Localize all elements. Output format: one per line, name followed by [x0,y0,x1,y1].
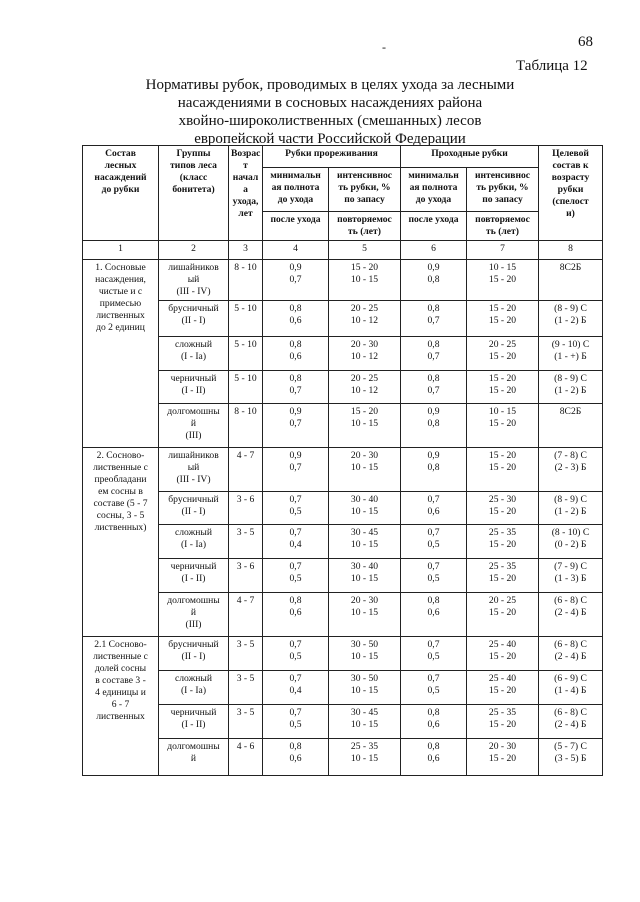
page-number: 68 [578,34,593,50]
min-density-passing-cell: 0,9 0,8 [401,404,467,448]
intensity-thinning-cell: 30 - 45 10 - 15 [329,525,401,559]
start-age-cell: 8 - 10 [229,260,263,301]
min-density-thinning-cell: 0,7 0,5 [263,492,329,525]
forest-type-cell: долгомошны й (III) [159,593,229,637]
table-row [83,593,603,637]
header-min-density-passing: минимальн ая полнота до ухода [401,168,467,212]
start-age-cell: 4 - 7 [229,448,263,492]
min-density-thinning-cell: 0,8 0,6 [263,593,329,637]
intensity-thinning-cell: 30 - 40 10 - 15 [329,559,401,593]
intensity-thinning-cell: 25 - 35 10 - 15 [329,739,401,776]
intensity-thinning-cell: 20 - 30 10 - 15 [329,593,401,637]
forest-type-cell: сложный (I - Ia) [159,337,229,371]
target-composition-cell: (8 - 9) С (1 - 2) Б [539,301,603,337]
header-passing-cuts: Проходные рубки [401,146,539,168]
min-density-thinning-cell: 0,9 0,7 [263,260,329,301]
intensity-thinning-cell: 15 - 20 10 - 15 [329,404,401,448]
forest-type-cell: сложный (I - Ia) [159,525,229,559]
min-density-passing-cell: 0,7 0,5 [401,525,467,559]
min-density-passing-cell: 0,8 0,6 [401,593,467,637]
title-line: хвойно-широколиственных (смешанных) лесов [178,113,482,129]
table-row [83,671,603,705]
table-label: Таблица 12 [516,58,588,74]
intensity-passing-cell: 10 - 15 15 - 20 [467,260,539,301]
target-composition-cell: (7 - 8) С (2 - 3) Б [539,448,603,492]
intensity-passing-cell: 25 - 40 15 - 20 [467,671,539,705]
intensity-thinning-cell: 30 - 50 10 - 15 [329,637,401,671]
start-age-cell: 5 - 10 [229,371,263,404]
column-number: 3 [229,241,263,260]
header-repeat-passing: повторяемос ть (лет) [467,212,539,241]
header-target-composition: Целевой состав к возрасту рубки (спелост и) [539,146,603,241]
min-density-thinning-cell: 0,8 0,6 [263,739,329,776]
column-number: 8 [539,241,603,260]
table-row [83,705,603,739]
header-intensity-passing: интенсивнос ть рубки, % по запасу [467,168,539,212]
intensity-thinning-cell: 20 - 30 10 - 12 [329,337,401,371]
title-line: европейской части Российской Федерации [194,131,466,147]
forest-type-cell: брусничный (II - I) [159,492,229,525]
min-density-thinning-cell: 0,7 0,5 [263,637,329,671]
forest-type-cell: черничный (I - II) [159,371,229,404]
intensity-passing-cell: 10 - 15 15 - 20 [467,404,539,448]
forest-type-cell: сложный (I - Ia) [159,671,229,705]
intensity-passing-cell: 25 - 35 15 - 20 [467,705,539,739]
intensity-thinning-cell: 15 - 20 10 - 15 [329,260,401,301]
intensity-passing-cell: 25 - 30 15 - 20 [467,492,539,525]
min-density-thinning-cell: 0,9 0,7 [263,448,329,492]
table-body [83,260,603,776]
min-density-thinning-cell: 0,7 0,5 [263,559,329,593]
intensity-thinning-cell: 30 - 45 10 - 15 [329,705,401,739]
start-age-cell: 4 - 6 [229,739,263,776]
intensity-passing-cell: 25 - 35 15 - 20 [467,559,539,593]
forest-type-cell: лишайников ый (III - IV) [159,260,229,301]
min-density-passing-cell: 0,9 0,8 [401,448,467,492]
min-density-thinning-cell: 0,8 0,6 [263,301,329,337]
intensity-passing-cell: 15 - 20 15 - 20 [467,301,539,337]
header-after-passing: после ухода [401,212,467,241]
table-row [83,637,603,671]
target-composition-cell: (8 - 9) С (1 - 2) Б [539,492,603,525]
table-row [83,525,603,559]
target-composition-cell: 8С2Б [539,404,603,448]
start-age-cell: 4 - 7 [229,593,263,637]
header-forest-type: Группы типов леса (класс бонитета) [159,146,229,241]
table-row [83,404,603,448]
min-density-passing-cell: 0,8 0,7 [401,337,467,371]
intensity-passing-cell: 20 - 25 15 - 20 [467,337,539,371]
start-age-cell: 3 - 6 [229,492,263,525]
intensity-passing-cell: 25 - 40 15 - 20 [467,637,539,671]
target-composition-cell: (6 - 8) С (2 - 4) Б [539,637,603,671]
header-dash: - [382,40,386,54]
group-label: 2. Сосново- лиственные с преобладани ем сосны в составе (5 - 7 сосны, 3 - 5 лиственных) [83,448,159,637]
table-row [83,337,603,371]
min-density-passing-cell: 0,7 0,6 [401,492,467,525]
intensity-thinning-cell: 30 - 50 10 - 15 [329,671,401,705]
target-composition-cell: (7 - 9) С (1 - 3) Б [539,559,603,593]
min-density-passing-cell: 0,8 0,7 [401,301,467,337]
start-age-cell: 3 - 5 [229,637,263,671]
title-line: Нормативы рубок, проводимых в целях ухода за лесными [145,77,515,93]
forest-type-cell: долгомошны й [159,739,229,776]
forest-type-cell: черничный (I - II) [159,705,229,739]
header-intensity-thinning: интенсивнос ть рубки, % по запасу [329,168,401,212]
table-row [83,371,603,404]
target-composition-cell: (6 - 9) С (1 - 4) Б [539,671,603,705]
column-number: 2 [159,241,229,260]
intensity-thinning-cell: 30 - 40 10 - 15 [329,492,401,525]
min-density-passing-cell: 0,7 0,5 [401,637,467,671]
table-row [83,559,603,593]
group-label: 2.1 Сосново- лиственные с долей сосны в составе 3 - 4 единицы и 6 - 7 лиственных [83,637,159,776]
forest-type-cell: брусничный (II - I) [159,637,229,671]
target-composition-cell: (6 - 8) С (2 - 4) Б [539,593,603,637]
min-density-passing-cell: 0,7 0,5 [401,559,467,593]
min-density-thinning-cell: 0,8 0,6 [263,337,329,371]
column-number: 1 [83,241,159,260]
table-row [83,260,603,301]
target-composition-cell: (8 - 10) С (0 - 2) Б [539,525,603,559]
document-title [140,76,520,148]
header-composition: Состав лесных насаждений до рубки [83,146,159,241]
intensity-thinning-cell: 20 - 25 10 - 12 [329,301,401,337]
column-number: 4 [263,241,329,260]
min-density-thinning-cell: 0,8 0,7 [263,371,329,404]
column-number: 6 [401,241,467,260]
table-row [83,301,603,337]
forest-type-cell: лишайников ый (III - IV) [159,448,229,492]
header-repeat-thinning: повторяемос ть (лет) [329,212,401,241]
column-number: 5 [329,241,401,260]
min-density-passing-cell: 0,7 0,5 [401,671,467,705]
intensity-passing-cell: 15 - 20 15 - 20 [467,371,539,404]
intensity-passing-cell: 15 - 20 15 - 20 [467,448,539,492]
header-min-density-thinning: минимальн ая полнота до ухода [263,168,329,212]
column-number-row [83,241,603,260]
min-density-thinning-cell: 0,7 0,4 [263,671,329,705]
target-composition-cell: (6 - 8) С (2 - 4) Б [539,705,603,739]
min-density-thinning-cell: 0,7 0,5 [263,705,329,739]
header-after-thinning: после ухода [263,212,329,241]
start-age-cell: 8 - 10 [229,404,263,448]
min-density-passing-cell: 0,8 0,6 [401,705,467,739]
min-density-thinning-cell: 0,7 0,4 [263,525,329,559]
forest-type-cell: брусничный (II - I) [159,301,229,337]
intensity-passing-cell: 20 - 30 15 - 20 [467,739,539,776]
table-row [83,739,603,776]
intensity-passing-cell: 25 - 35 15 - 20 [467,525,539,559]
intensity-passing-cell: 20 - 25 15 - 20 [467,593,539,637]
start-age-cell: 3 - 5 [229,525,263,559]
min-density-passing-cell: 0,8 0,6 [401,739,467,776]
header-start-age: Возрас т начал а ухода, лет [229,146,263,241]
intensity-thinning-cell: 20 - 25 10 - 12 [329,371,401,404]
header-thinning: Рубки прореживания [263,146,401,168]
table-row [83,448,603,492]
target-composition-cell: (8 - 9) С (1 - 2) Б [539,371,603,404]
table-row [83,492,603,525]
title-line: насаждениями в сосновых насаждениях района [177,95,483,111]
min-density-thinning-cell: 0,9 0,7 [263,404,329,448]
forest-type-cell: черничный (I - II) [159,559,229,593]
intensity-thinning-cell: 20 - 30 10 - 15 [329,448,401,492]
target-composition-cell: 8С2Б [539,260,603,301]
target-composition-cell: (9 - 10) С (1 - +) Б [539,337,603,371]
start-age-cell: 3 - 6 [229,559,263,593]
target-composition-cell: (5 - 7) С (3 - 5) Б [539,739,603,776]
norms-table [82,145,603,776]
start-age-cell: 3 - 5 [229,705,263,739]
group-label: 1. Сосновые насаждения, чистые и с примесью лиственных до 2 единиц [83,260,159,448]
column-number: 7 [467,241,539,260]
forest-type-cell: долгомошны й (III) [159,404,229,448]
min-density-passing-cell: 0,9 0,8 [401,260,467,301]
start-age-cell: 5 - 10 [229,301,263,337]
start-age-cell: 3 - 5 [229,671,263,705]
start-age-cell: 5 - 10 [229,337,263,371]
min-density-passing-cell: 0,8 0,7 [401,371,467,404]
